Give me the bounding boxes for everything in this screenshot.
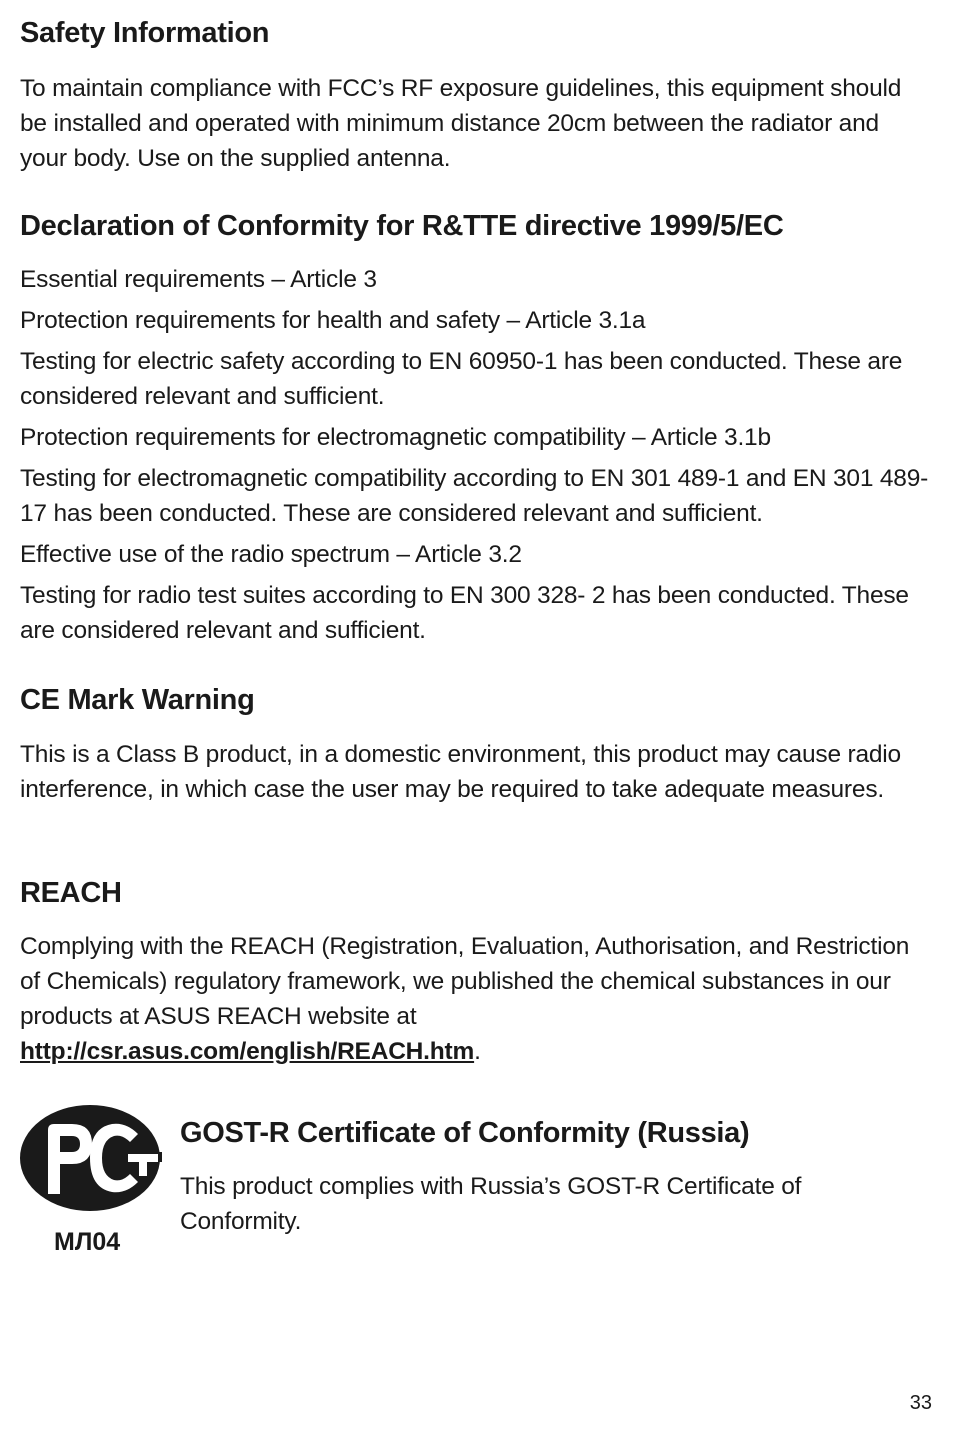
declaration-line: Protection requirements for electromagnetic compatibility – Article 3.1b [20, 424, 771, 451]
reach-text [20, 929, 920, 1069]
reach-text-body: Complying with the REACH (Registration, Evaluation, Authorisation, and Restriction of Chemicals) regulatory framework, we published the chemical substances in our products at ASUS REACH website at [20, 933, 910, 1030]
reach-trailing-period: . [474, 1038, 481, 1065]
ce-mark-warning-heading: CE Mark Warning [20, 684, 255, 716]
declaration-line: Essential requirements – Article 3 [20, 266, 377, 293]
declaration-line: Protection requirements for health and safety – Article 3.1a [20, 307, 646, 334]
declaration-paragraphs [20, 262, 936, 654]
ce-mark-warning-text: This is a Class B product, in a domestic environment, this product may cause radio interference, in which case the user may be required to take adequate measures. [20, 741, 901, 803]
declaration-line: Effective use of the radio spectrum – Article 3.2 [20, 541, 522, 568]
declaration-line: Testing for electric safety according to EN 60950-1 has been conducted. These are considered relevant and sufficient. [20, 348, 903, 410]
declaration-line: Testing for electromagnetic compatibility according to EN 301 489-1 and EN 301 489-17 has been conducted. These are considered relevant and sufficient. [20, 465, 929, 527]
declaration-line: Testing for radio test suites according to EN 300 328- 2 has been conducted. These are considered relevant and sufficient. [20, 582, 909, 644]
safety-information-heading: Safety Information [20, 17, 270, 49]
reach-heading: REACH [20, 877, 122, 909]
page-number: 33 [909, 1392, 932, 1414]
safety-information-text: To maintain compliance with FCC’s RF exposure guidelines, this equipment should be installed and operated with minimum distance 20cm between the radiator and your body. Use on the supplied antenna. [20, 75, 902, 172]
gost-r-certificate-text: This product complies with Russia’s GOST-R Certificate of Conformity. [180, 1173, 802, 1235]
reach-website-link[interactable]: http://csr.asus.com/english/REACH.htm [20, 1038, 475, 1065]
declaration-of-conformity-heading: Declaration of Conformity for R&TTE directive 1999/5/EC [20, 210, 784, 242]
gost-logo-code: МЛ04 [54, 1228, 121, 1256]
gost-r-certificate-heading: GOST-R Certificate of Conformity (Russia) [180, 1117, 750, 1149]
